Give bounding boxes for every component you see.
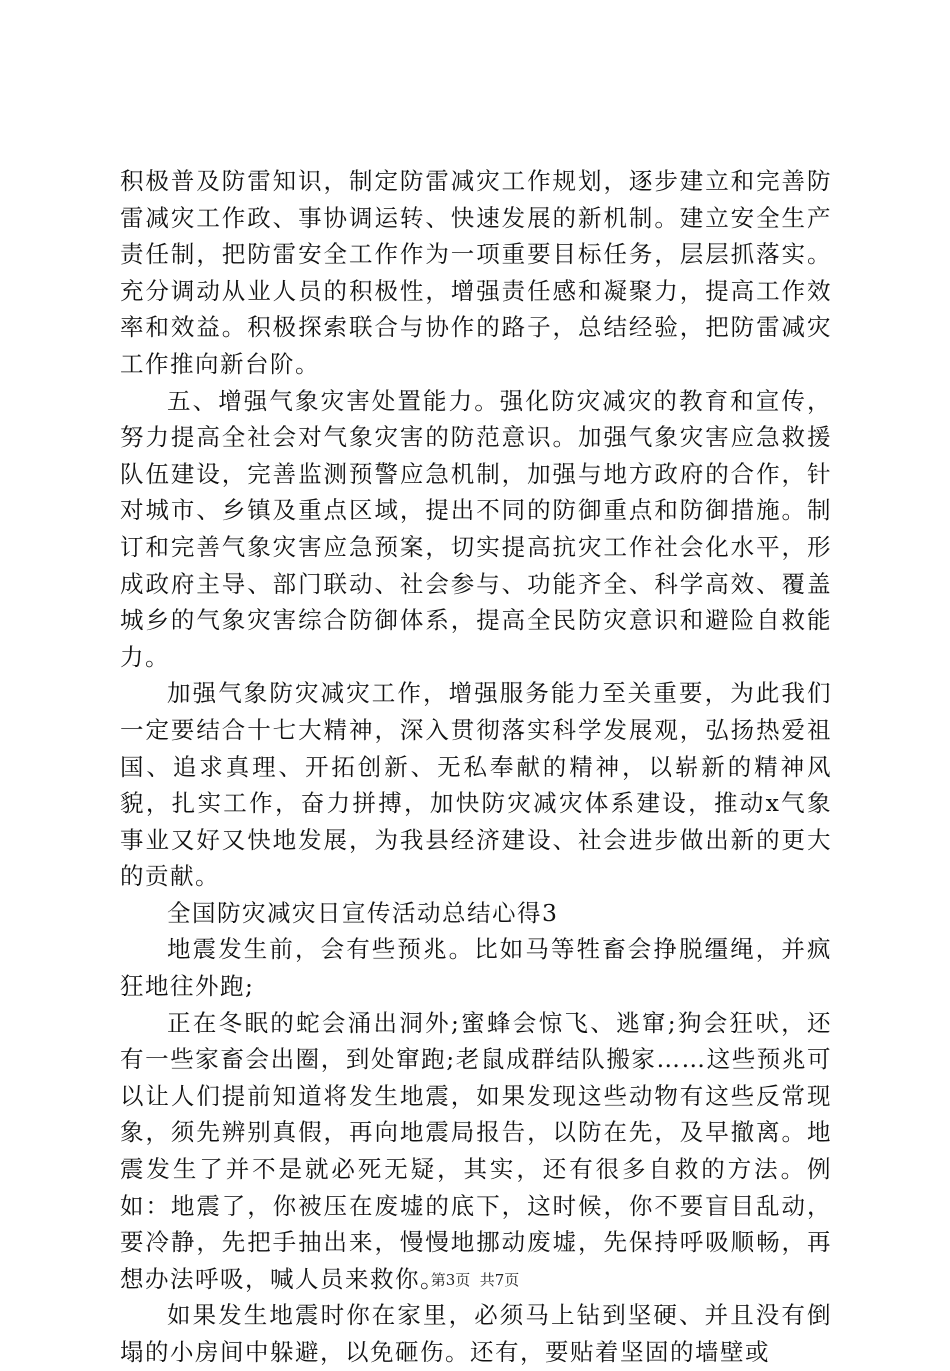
paragraph-earthquake-signs: 地震发生前，会有些预兆。比如马等牲畜会挣脱缰绳，并疯狂地往外跑;	[120, 935, 832, 1001]
document-body	[120, 163, 832, 1371]
page-footer	[0, 1270, 950, 1290]
section-heading: 全国防灾减灾日宣传活动总结心得3	[167, 898, 559, 927]
paragraph-conclusion: 加强气象防灾减灾工作，增强服务能力至关重要，为此我们一定要结合十七大精神，深入贯彻落实科学发展观，弘扬热爱祖国、追求真理、开拓创新、无私奉献的精神，以崭新的精神风貌，扎实工作，奋力拼搏，加快防灾减灾体系建设，推动x气象事业又好又快地发展，为我县经济建设、社会进步做出新的更大的贡献。	[120, 679, 832, 891]
paragraph-animal-behavior: 正在冬眠的蛇会涌出洞外;蜜蜂会惊飞、逃窜;狗会狂吠，还有一些家畜会出圈，到处窜跑;老鼠成群结队搬家……这些预兆可以让人们提前知道将发生地震，如果发现这些动物有这些反常现象，须先辨别真假，再向地震局报告，以防在先，及早撤离。地震发生了并不是就必死无疑，其实，还有很多自救的方法。例如：地震了，你被压在废墟的底下，这时候，你不要盲目乱动，要冷静，先把手抽出来，慢慢地挪动废墟，先保持呼吸顺畅，再想办法呼吸，喊人员来救你。	[120, 1008, 832, 1293]
page-number: 第3页 共7页	[430, 1271, 520, 1289]
paragraph-at-home: 如果发生地震时你在家里，必须马上钻到坚硬、并且没有倒塌的小房间中躲避，以免砸伤。还有，要贴着坚固的墙壁或	[120, 1301, 832, 1366]
paragraph-section-five: 五、增强气象灾害处置能力。强化防灾减灾的教育和宣传，努力提高全社会对气象灾害的防范意识。加强气象灾害应急救援队伍建设，完善监测预警应急机制，加强与地方政府的合作，针对城市、乡镇及重点区域，提出不同的防御重点和防御措施。制订和完善气象灾害应急预案，切实提高抗灾工作社会化水平，形成政府主导、部门联动、社会参与、功能齐全、科学高效、覆盖城乡的气象灾害综合防御体系，提高全民防灾意识和避险自救能力。	[120, 386, 832, 671]
paragraph-continued-lightning: 积极普及防雷知识，制定防雷减灾工作规划，逐步建立和完善防雷减灾工作政、事协调运转、快速发展的新机制。建立安全生产责任制，把防雷安全工作作为一项重要目标任务，层层抓落实。充分调动从业人员的积极性，增强责任感和凝聚力，提高工作效率和效益。积极探索联合与协作的路子，总结经验，把防雷减灾工作推向新台阶。	[120, 167, 832, 378]
